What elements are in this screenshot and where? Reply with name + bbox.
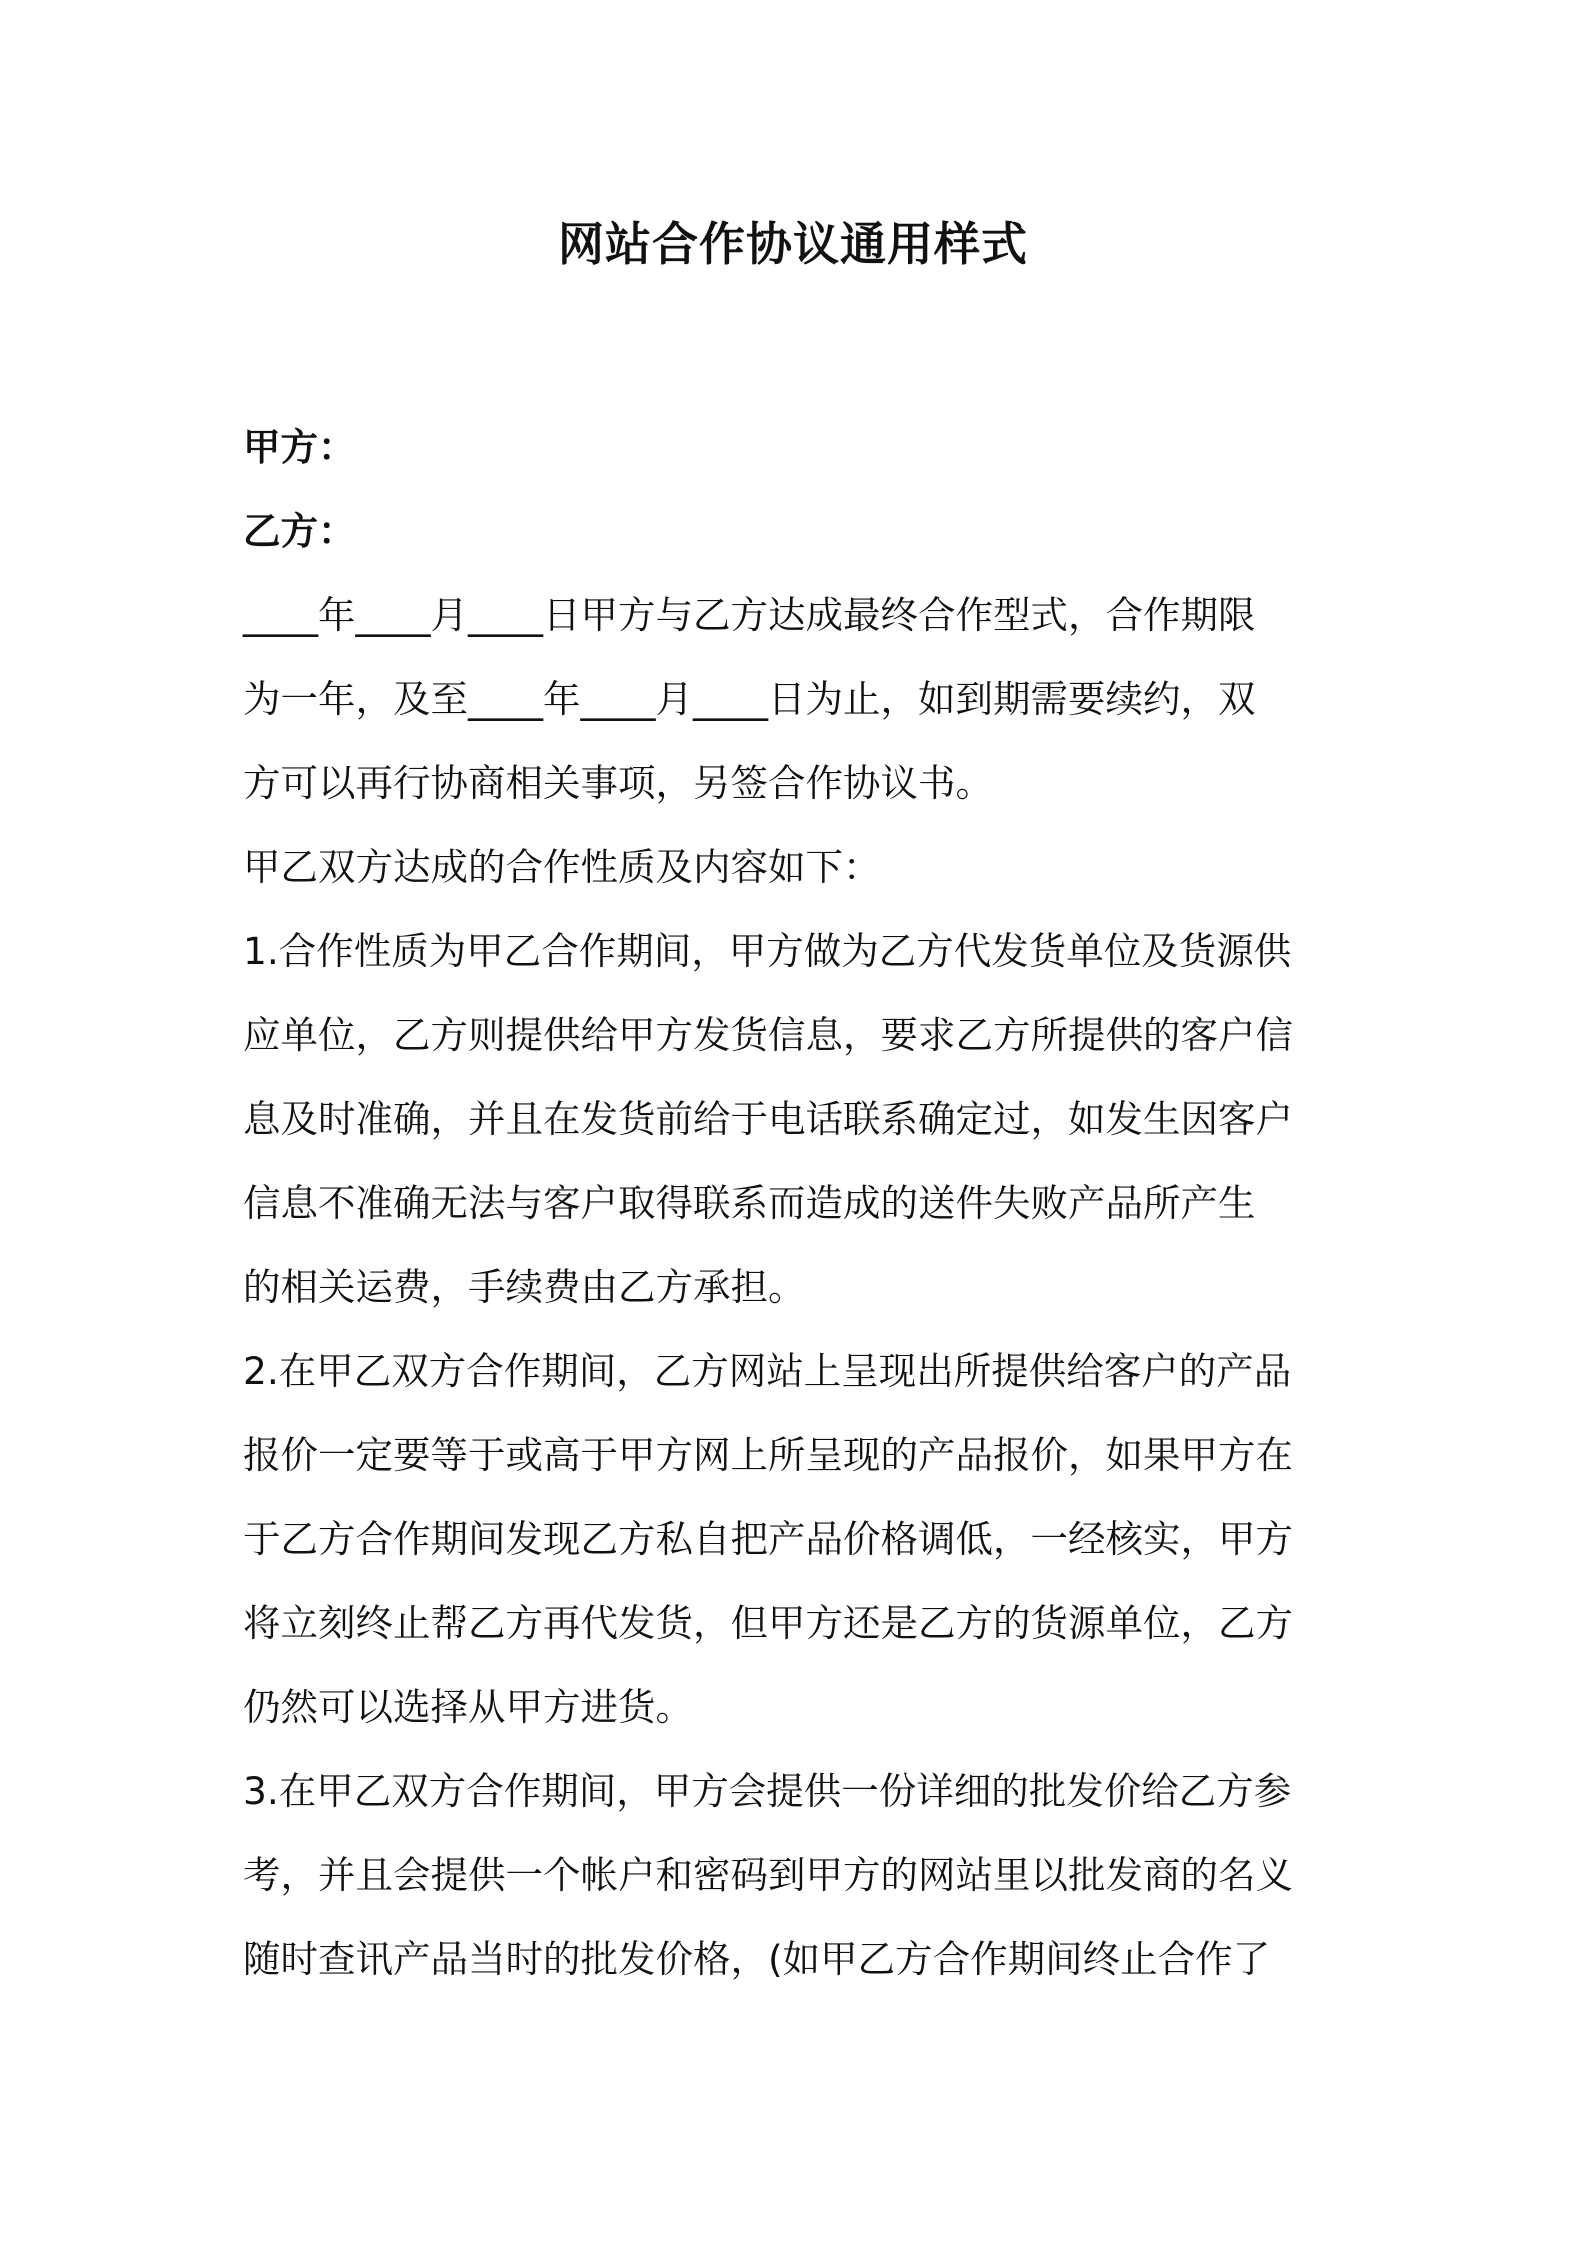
body-line-9: 的相关运费，手续费由乙方承担。 <box>243 1265 806 1309</box>
body-line-16: 考，并且会提供一个帐户和密码到甲方的网站里以批发商的名义 <box>243 1853 1293 1897</box>
body-line-14: 仍然可以选择从甲方进货。 <box>243 1685 693 1729</box>
body-line-15: 3.在甲乙双方合作期间，甲方会提供一份详细的批发价给乙方参 <box>243 1769 1292 1813</box>
document-body <box>243 405 1358 2001</box>
body-line-11: 报价一定要等于或高于甲方网上所呈现的产品报价，如果甲方在 <box>243 1433 1293 1477</box>
party-b-label: 乙方： <box>243 509 356 553</box>
body-line-17: 随时查讯产品当时的批发价格，(如甲乙方合作期间终止合作了 <box>243 1937 1271 1981</box>
body-line-10: 2.在甲乙双方合作期间，乙方网站上呈现出所提供给客户的产品 <box>243 1349 1292 1393</box>
body-line-2: 为一年，及至____年____月____日为止，如到期需要续约，双 <box>243 677 1256 721</box>
body-line-5: 1.合作性质为甲乙合作期间，甲方做为乙方代发货单位及货源供 <box>243 929 1292 973</box>
body-line-12: 于乙方合作期间发现乙方私自把产品价格调低，一经核实，甲方 <box>243 1517 1293 1561</box>
body-line-7: 息及时准确，并且在发货前给于电话联系确定过，如发生因客户 <box>243 1097 1293 1141</box>
document-title: 网站合作协议通用样式 <box>558 217 1028 271</box>
body-line-4: 甲乙双方达成的合作性质及内容如下： <box>243 845 881 889</box>
body-line-6: 应单位，乙方则提供给甲方发货信息，要求乙方所提供的客户信 <box>243 1013 1293 1057</box>
body-line-1: ____年____月____日甲方与乙方达成最终合作型式，合作期限 <box>243 593 1256 637</box>
body-line-8: 信息不准确无法与客户取得联系而造成的送件失败产品所产生 <box>243 1181 1256 1225</box>
party-a-label: 甲方： <box>243 425 356 469</box>
body-line-3: 方可以再行协商相关事项，另签合作协议书。 <box>243 761 993 805</box>
body-line-13: 将立刻终止帮乙方再代发货，但甲方还是乙方的货源单位，乙方 <box>243 1601 1293 1645</box>
